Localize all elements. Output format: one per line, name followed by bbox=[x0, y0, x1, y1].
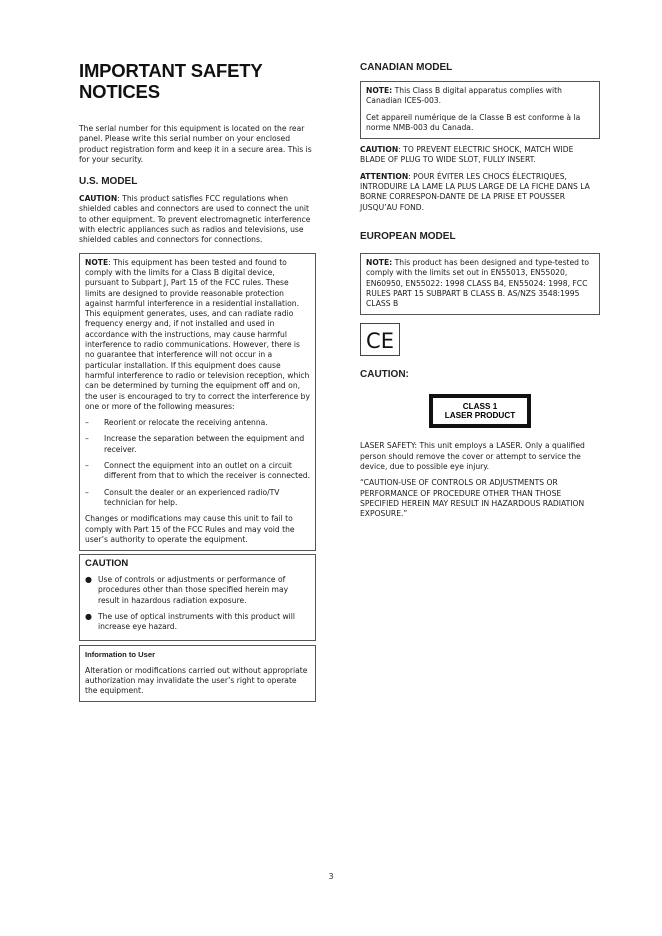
canadian-caution-label: CAUTION bbox=[360, 145, 399, 155]
laser-label-line1: CLASS 1 bbox=[462, 401, 498, 411]
bullet-icon: ● bbox=[85, 611, 92, 621]
dash-marker: – bbox=[85, 434, 89, 444]
left-column bbox=[79, 60, 316, 702]
serial-number-intro: The serial number for this equipment is located on the rear panel. Please write this serial number on your enclosed product registration form and keep it in a secure area. This is for your security. bbox=[79, 124, 312, 164]
european-note-paragraph bbox=[366, 258, 594, 309]
list-item bbox=[85, 575, 310, 606]
laser-label-line2: LASER PRODUCT bbox=[444, 411, 516, 421]
measure-text: Consult the dealer or an experienced radio/TV technician for help. bbox=[104, 487, 280, 507]
canadian-note-paragraph bbox=[366, 86, 594, 107]
caution-item-text: The use of optical instruments with this product will increase eye hazard. bbox=[98, 611, 296, 632]
european-model-heading: EUROPEAN MODEL bbox=[360, 230, 456, 242]
caution-box-heading: CAUTION bbox=[85, 558, 129, 570]
european-note-text: This product has been designed and type-tested to comply with the limits set out in EN55013, EN55020, EN60950, EN55022: 1998 CLASS B4, EN55024: 1998, FCC RULES PART 15 SUBPART B CLASS B. AS/NZS 3548:1995 CLASS B bbox=[366, 257, 590, 309]
us-caution-text: : This product satisfies FCC regulations when shielded cables and connectors are used to connect the unit to other equipment. To prevent electromagnetic interference with electric appliances such as radios and televisions, use shielded cables and connectors for connections. bbox=[79, 194, 311, 245]
dash-marker: – bbox=[85, 461, 89, 471]
fcc-note-label: NOTE bbox=[85, 257, 109, 267]
fcc-note-text: : This equipment has been tested and found to comply with the limits for a Class B digital device, pursuant to Subpart J, Part 15 of the FCC rules. These limits are designed to provide reasonable protection against harmful interference in a residential installation. This equipment generates, uses, and can radiate radio frequency energy and, if not installed and used in accordance with the instructions, may cause harmful interference to radio communications. However, there is no guarantee that interference will not occur in a particular installation. If this equipment does cause harmful interference to radio or television reception, which can be determined by turning the equipment off and on, the user is encouraged to try to correct the interference by one or more of the following measures: bbox=[85, 257, 310, 411]
fcc-note-box bbox=[79, 253, 316, 551]
laser-safety-text: LASER SAFETY: This unit employs a LASER. Only a qualified person should remove the cover or attempt to service the device, due to possible eye injury. bbox=[360, 441, 585, 472]
canadian-note-box bbox=[360, 81, 600, 139]
fcc-measures-list bbox=[85, 418, 310, 508]
class1-laser-label bbox=[429, 394, 531, 428]
measure-text: Increase the separation between the equipment and receiver. bbox=[104, 434, 305, 454]
measure-text: Reorient or relocate the receiving antenna. bbox=[104, 418, 268, 428]
laser-warning-text: “CAUTION-USE OF CONTROLS OR ADJUSTMENTS OR PERFORMANCE OF PROCEDURE OTHER THAN THOSE SPECIFIED HEREIN MAY RESULT IN HAZARDOUS RADIATION EXPOSURE.” bbox=[360, 478, 585, 519]
laser-caution-heading: CAUTION: bbox=[360, 369, 409, 381]
canadian-french-text: Cet appareil numérique de la Classe B est conforme à la norme NMB-003 du Canada. bbox=[366, 112, 581, 132]
bullet-icon: ● bbox=[85, 575, 92, 585]
ce-mark-box bbox=[360, 323, 400, 356]
information-to-user-box bbox=[79, 645, 316, 703]
canadian-model-heading: CANADIAN MODEL bbox=[360, 62, 453, 73]
dash-marker: – bbox=[85, 418, 89, 428]
list-item bbox=[85, 434, 310, 455]
caution-box bbox=[79, 554, 316, 640]
information-to-user-text: Alteration or modifications carried out without appropriate authorization may invalidate the user’s right to operate the equipment. bbox=[85, 665, 308, 696]
canadian-attention-paragraph bbox=[360, 172, 600, 213]
right-column bbox=[360, 62, 600, 520]
us-caution-label: CAUTION bbox=[79, 194, 118, 204]
dash-marker: – bbox=[85, 487, 89, 497]
us-caution-paragraph bbox=[79, 194, 316, 245]
laser-label-wrap bbox=[360, 394, 600, 428]
list-item bbox=[85, 488, 310, 509]
canadian-attention-label: ATTENTION bbox=[360, 171, 409, 181]
fcc-changes-text: Changes or modifications may cause this unit to fail to comply with Part 15 of the FCC Rules and may void the user’s authority to operate the equipment. bbox=[85, 514, 295, 544]
european-note-label: NOTE: bbox=[366, 257, 393, 267]
canadian-caution-text: : TO PREVENT ELECTRIC SHOCK, MATCH WIDE BLADE OF PLUG TO WIDE SLOT, FULLY INSERT. bbox=[360, 145, 574, 165]
canadian-attention-text: : POUR ÉVITER LES CHOCS ÉLECTRIQUES, INTRODUIRE LA LAME LA PLUS LARGE DE LA FICHE DANS LA BORNE CORRESPON-DANTE DE LA PRISE ET POUSSER JUSQU’AU FOND. bbox=[360, 171, 590, 212]
measure-text: Connect the equipment into an outlet on a circuit different from that to which the receiver is connected. bbox=[104, 461, 310, 481]
canadian-note-label: NOTE: bbox=[366, 86, 393, 95]
canadian-caution-paragraph bbox=[360, 145, 600, 166]
page-title: IMPORTANT SAFETY NOTICES bbox=[79, 60, 263, 102]
canadian-note-text: This Class B digital apparatus complies with Canadian ICES-003. bbox=[366, 86, 562, 106]
list-item bbox=[85, 612, 310, 633]
us-model-heading: U.S. MODEL bbox=[79, 176, 138, 188]
list-item bbox=[85, 461, 310, 482]
page-number: 3 bbox=[328, 872, 334, 881]
list-item bbox=[85, 418, 310, 428]
ce-mark-text: CE bbox=[366, 328, 394, 352]
laser-label-inner bbox=[433, 398, 527, 424]
caution-item-text: Use of controls or adjustments or performance of procedures other than those specified herein may result in hazardous radiation exposure. bbox=[98, 575, 289, 605]
ce-mark-icon bbox=[364, 328, 396, 352]
information-to-user-heading: Information to User bbox=[85, 649, 156, 659]
fcc-note-paragraph bbox=[85, 258, 310, 412]
european-note-box bbox=[360, 253, 600, 315]
caution-list bbox=[85, 575, 310, 632]
